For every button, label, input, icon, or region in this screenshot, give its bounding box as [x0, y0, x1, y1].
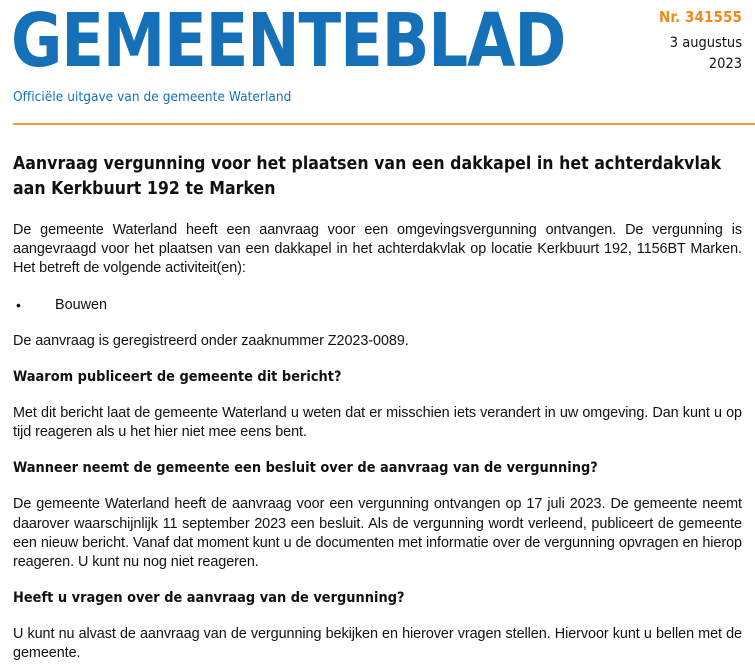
issue-number: Nr. 341555 [659, 8, 742, 26]
section-body-decision-timing: De gemeente Waterland heeft de aanvraag voor een vergunning ontvangen op 17 juli 2023. De gemeente neemt daarover waarschijnlijk 11 september 2023 een besluit. Als de vergunning wordt verleend, publiceert de gemeente een nieuw bericht. Vanaf dat moment kunt u de documenten met informatie over de vergunning opvragen en hierop reageren. U kunt nu nog niet reageren. [13, 496, 742, 571]
masthead-divider [13, 123, 755, 125]
activity-label: Bouwen [55, 296, 108, 313]
issue-meta [522, 8, 742, 74]
article-body [0, 152, 755, 664]
section-heading-why-published: Waarom publiceert de gemeente dit bericht? [13, 369, 342, 386]
issue-date: 3 augustus [669, 35, 742, 51]
activity-list [13, 296, 742, 315]
section-heading-decision-timing: Wanneer neemt de gemeente een besluit over de aanvraag van de vergunning? [13, 460, 598, 477]
section-heading-questions: Heeft u vragen over de aanvraag van de vergunning? [13, 590, 405, 607]
list-item [13, 296, 742, 315]
publication-subtitle: Officiële uitgave van de gemeente Waterland [13, 89, 292, 105]
bullet-icon: • [16, 296, 21, 313]
case-number-paragraph: De aanvraag is geregistreerd onder zaaknummer Z2023-0089. [13, 332, 409, 349]
section-body-questions: U kunt nu alvast de aanvraag van de vergunning bekijken en hierover vragen stellen. Hiervoor kunt u bellen met de gemeente. [13, 626, 742, 662]
issue-year: 2023 [708, 56, 742, 72]
publication-wordmark: GEMEENTEBLAD [11, 0, 566, 84]
section-body-why-published: Met dit bericht laat de gemeente Waterland u weten dat er misschien iets verandert in uw omgeving. Dan kunt u op tijd reageren als u het hier niet mee eens bent. [13, 405, 742, 441]
masthead [0, 0, 755, 118]
article-title: Aanvraag vergunning voor het plaatsen van een dakkapel in het achterdakvlak aan Kerkbuurt 192 te Marken [13, 154, 722, 199]
article-intro-paragraph: De gemeente Waterland heeft een aanvraag voor een omgevingsvergunning ontvangen. De vergunning is aangevraagd voor het plaatsen van een dakkapel in het achterdakvlak op locatie Kerkbuurt 192, 1156BT Marken. Het betreft de volgende activiteit(en): [13, 222, 742, 277]
